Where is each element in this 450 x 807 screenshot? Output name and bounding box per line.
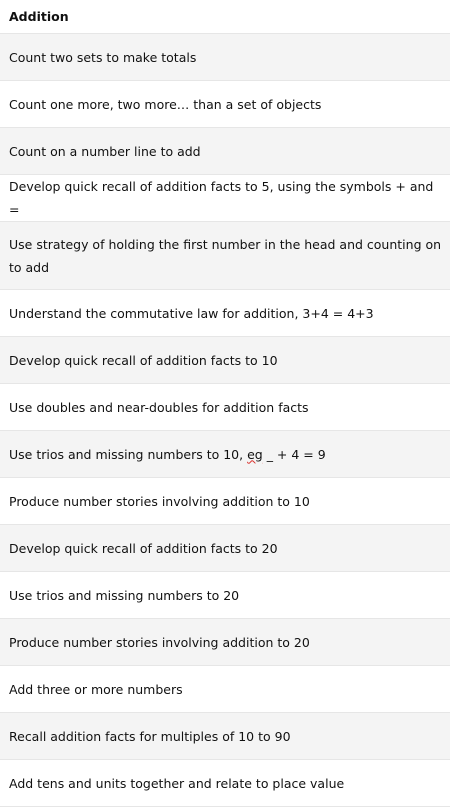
list-item: Count one more, two more… than a set of objects xyxy=(0,81,450,128)
heading-text: Addition xyxy=(9,9,69,24)
list-item: Produce number stories involving addition to 20 xyxy=(0,619,450,666)
list-heading xyxy=(0,0,450,34)
list-item: Add three or more numbers xyxy=(0,666,450,713)
list-item: Develop quick recall of addition facts to 20 xyxy=(0,525,450,572)
list-item: Use strategy of holding the first number in the head and counting on to add xyxy=(0,222,450,290)
spellcheck-flagged-word: eg xyxy=(247,446,263,462)
list-item: Develop quick recall of addition facts to 10 xyxy=(0,337,450,384)
list-item-trios-to-10 xyxy=(0,431,450,478)
list-item: Use doubles and near-doubles for addition facts xyxy=(0,384,450,431)
list-item: Understand the commutative law for addition, 3+4 = 4+3 xyxy=(0,290,450,337)
list-item: Use trios and missing numbers to 20 xyxy=(0,572,450,619)
trios-text-start: Use trios and missing numbers to 10, xyxy=(9,446,248,462)
list-item: Count on a number line to add xyxy=(0,128,450,175)
list-item: Add tens and units together and relate to place value xyxy=(0,760,450,807)
list-item: Recall addition facts for multiples of 10 to 90 xyxy=(0,713,450,760)
list-item: Develop quick recall of addition facts to 5, using the symbols + and = xyxy=(0,175,450,222)
trios-text-end: _ + 4 = 9 xyxy=(262,446,326,462)
list-item: Count two sets to make totals xyxy=(0,34,450,81)
list-item: Produce number stories involving addition to 10 xyxy=(0,478,450,525)
